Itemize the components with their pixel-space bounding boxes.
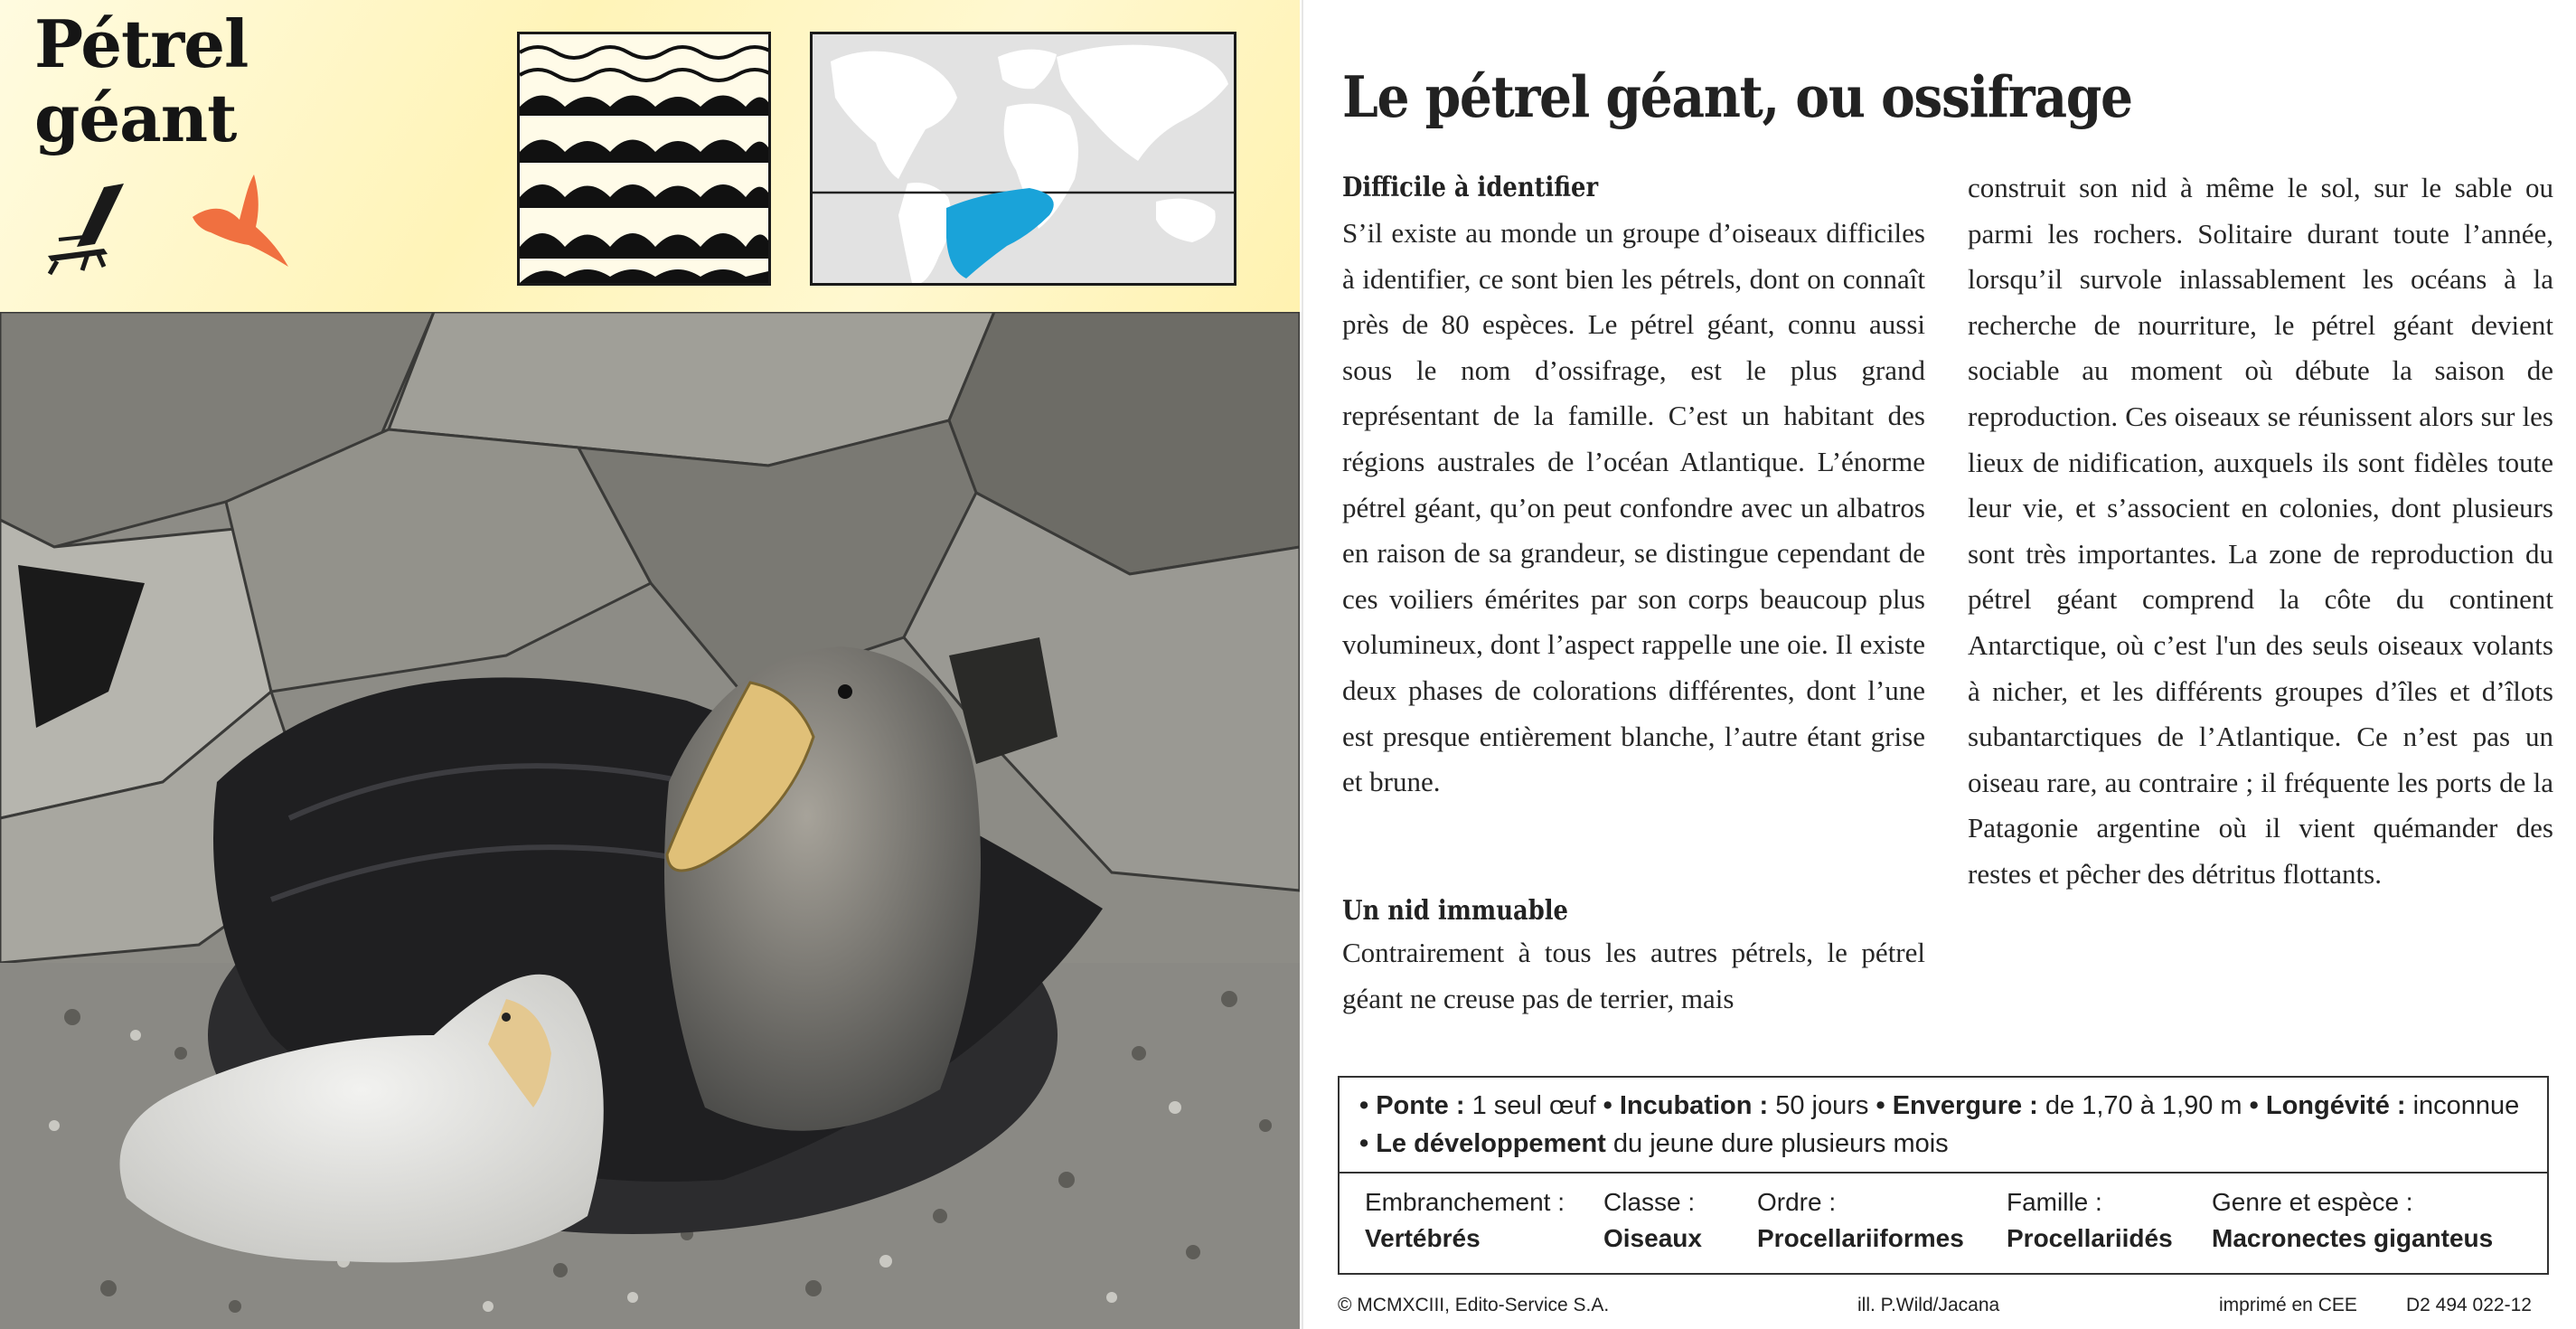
chair-icon	[41, 176, 149, 276]
taxonomy-label: Genre et espèce :	[2212, 1188, 2413, 1216]
taxonomy-ordre	[1757, 1184, 1964, 1257]
article-text-nest-continued	[1968, 165, 2553, 898]
paragraph-nest-part2: construit son nid à même le sol, sur le sable ou parmi les rochers. Solitaire durant toute l’année, lorsqu’il survole inlassablement les océans à la recherche de nourriture, le pétrel géant devient sociable au moment où débute la saison de reproduction. Ces oiseaux se réunissent alors sur les lieux de nidification, auxquels ils sont fidèles toute leur vie, et s’associent en colonies, dont plusieurs sont très importantes. La zone de reproduction du pétrel géant comprend la côte du continent Antarctique, où c’est l'un des seuls oiseaux volants à nicher, et les différents groupes d’îles et d’îlots subantarctiques de l’Atlantique. Ce n’est pas un oiseau rare, au contraire ; il fréquente les ports de la Patagonie argentine où il vient quémander des restes et pêcher des détritus flottants.	[1968, 172, 2553, 890]
taxonomy-label: Classe :	[1603, 1188, 1696, 1216]
taxonomy-value: Vertébrés	[1365, 1224, 1481, 1252]
incubation-label: Incubation :	[1619, 1091, 1769, 1120]
taxonomy-embranchement	[1365, 1184, 1565, 1257]
facts-divider	[1340, 1172, 2547, 1173]
taxonomy-label: Famille :	[2007, 1188, 2102, 1216]
ponte-value: 1 seul œuf	[1471, 1091, 1596, 1120]
ponte-label: Ponte :	[1376, 1091, 1465, 1120]
developpement-value: du jeune dure plusieurs mois	[1612, 1129, 1949, 1158]
facts-line1: • Ponte : 1 seul œuf • Incubation : 50 jours • Envergure : de 1,70 à 1,90 m • Longévité : inconnue	[1359, 1091, 2520, 1120]
paragraph-identification: S’il existe au monde un groupe d’oiseaux difficiles à identifier, ce sont bien les pétrels, dont on connaît près de 80 espèces. Le pétrel géant, connu aussi sous le nom d’ossifrage, est le plus grand représentant de la famille. C’est un habitant des régions australes de l’océan Atlantique. L’énorme pétrel géant, qu’on peut confondre avec un albatros en raison de sa grandeur, se distingue cependant de ces voiliers émérites par son corps beaucoup plus volumineux, dont l’aspect rappelle une oie. Il existe deux phases de colorations différentes, dont l’une est presque entièrement blanche, l’autre étant grise et brune.	[1342, 217, 1925, 798]
footer-printed: imprimé en CEE	[2219, 1295, 2357, 1315]
footer-illustration-credit: ill. P.Wild/Jacana	[1857, 1295, 2000, 1315]
incubation-value: 50 jours	[1775, 1091, 1869, 1120]
envergure-value: de 1,70 à 1,90 m	[2045, 1091, 2242, 1120]
longevite-label: Longévité :	[2265, 1091, 2406, 1120]
article-text-nest-start	[1342, 930, 1925, 1022]
species-name-line2: géant	[34, 80, 237, 156]
taxonomy-value: Procellariiformes	[1757, 1224, 1964, 1252]
developpement-label: Le développement	[1376, 1129, 1606, 1158]
taxonomy-value: Procellariidés	[2007, 1224, 2173, 1252]
flying-bird-icon	[185, 167, 294, 276]
section-heading-nest: Un nid immuable	[1342, 895, 1568, 927]
petrel-photo	[0, 312, 1300, 1329]
footer-reference: D2 494 022-12	[2406, 1295, 2532, 1315]
taxonomy-label: Embranchement :	[1365, 1188, 1565, 1216]
envergure-label: Envergure :	[1892, 1091, 2038, 1120]
taxonomy-genre-espece	[2212, 1184, 2493, 1257]
taxonomy-value: Oiseaux	[1603, 1224, 1702, 1252]
facts-line2: • Le développement du jeune dure plusieurs mois	[1359, 1129, 1949, 1158]
key-facts	[1359, 1087, 2519, 1163]
longevite-value: inconnue	[2412, 1091, 2520, 1120]
section-heading-identification: Difficile à identifier	[1342, 172, 1599, 203]
article-title: Le pétrel géant, ou ossifrage	[1342, 63, 2132, 130]
facts-box	[1338, 1076, 2549, 1275]
taxonomy-classe	[1603, 1184, 1702, 1257]
species-name-line1: Pétrel	[34, 5, 249, 82]
paragraph-nest-part1: Contrairement à tous les autres pétrels, le pétrel géant ne creuse pas de terrier, mais	[1342, 937, 1925, 1014]
article-text-identification	[1342, 211, 1925, 806]
habitat-sea-icon	[517, 32, 771, 286]
range-map	[810, 32, 1236, 286]
taxonomy-label: Ordre :	[1757, 1188, 1837, 1216]
taxonomy-value: Macronectes giganteus	[2212, 1224, 2494, 1252]
taxonomy-famille	[2007, 1184, 2173, 1257]
footer-copyright: © MCMXCIII, Edito-Service S.A.	[1338, 1295, 1610, 1315]
species-title	[34, 7, 248, 156]
